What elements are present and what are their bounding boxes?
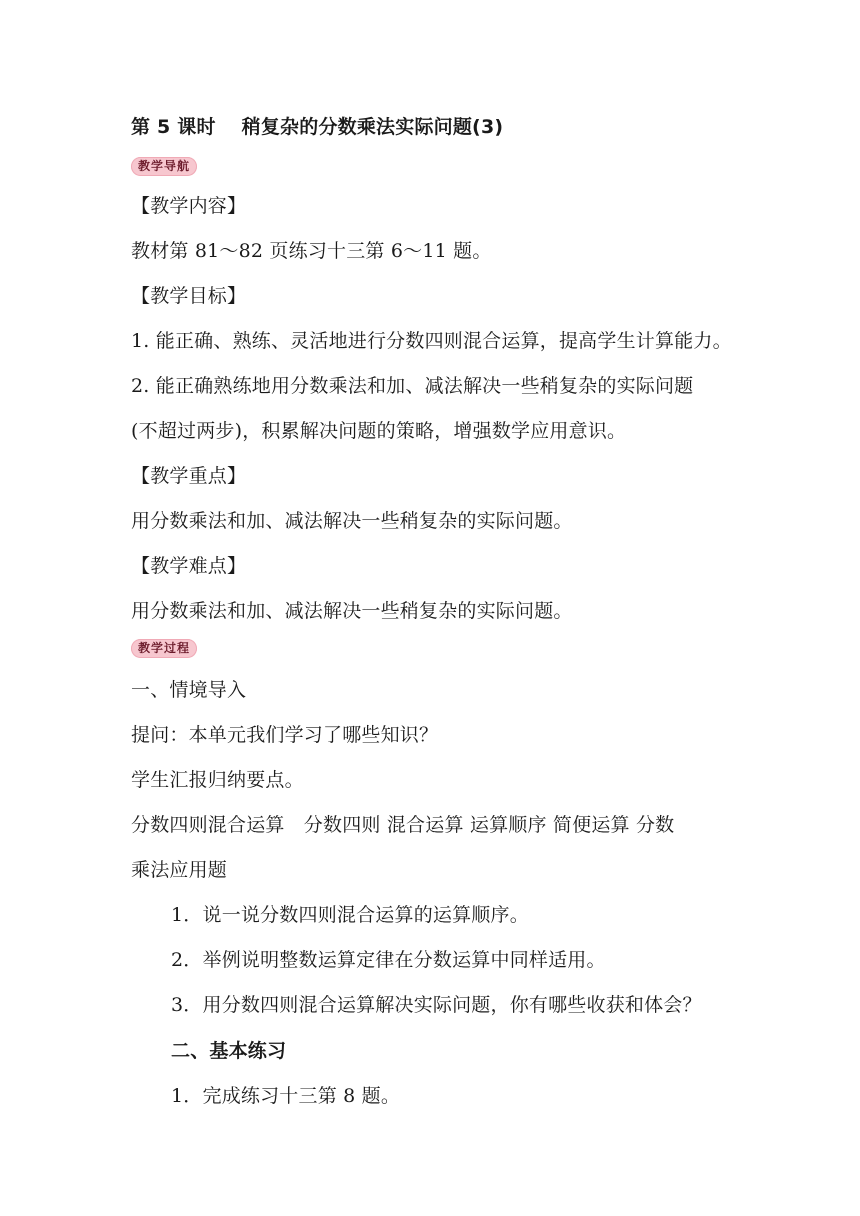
teaching-guide-badge: 教学导航 — [131, 157, 197, 176]
section1-report: 学生汇报归纳要点。 — [131, 769, 304, 791]
section2-item-1: 1．完成练习十三第 8 题。 — [171, 1085, 401, 1107]
content-heading: 【教学内容】 — [131, 195, 247, 217]
lesson-number: 第 5 课时 — [131, 116, 216, 138]
content-text: 教材第 81～82 页练习十三第 6～11 题。 — [131, 240, 492, 262]
lesson-topic: 稍复杂的分数乘法实际问题(3) — [241, 116, 504, 138]
section1-item-3: 3．用分数四则混合运算解决实际问题，你有哪些收获和体会？ — [171, 994, 702, 1016]
lesson-title — [131, 114, 503, 140]
section1-summary-line-2: 乘法应用题 — [131, 859, 228, 881]
key-point-heading: 【教学重点】 — [131, 465, 247, 487]
goal-item-2-line-1: 2. 能正确熟练地用分数乘法和加、减法解决一些稍复杂的实际问题 — [131, 375, 694, 397]
goal-item-1: 1. 能正确、熟练、灵活地进行分数四则混合运算，提高学生计算能力。 — [131, 330, 732, 352]
section1-question: 提问：本单元我们学习了哪些知识？ — [131, 724, 439, 746]
section1-heading: 一、情境导入 — [131, 679, 247, 701]
section1-item-1: 1．说一说分数四则混合运算的运算顺序。 — [171, 904, 529, 926]
section1-item-2: 2．举例说明整数运算定律在分数运算中同样适用。 — [171, 949, 606, 971]
teaching-process-badge: 教学过程 — [131, 639, 197, 658]
section2-heading: 二、基本练习 — [171, 1040, 287, 1062]
goals-heading: 【教学目标】 — [131, 285, 247, 307]
difficulty-text: 用分数乘法和加、减法解决一些稍复杂的实际问题。 — [131, 600, 573, 622]
goal-item-2-line-2: (不超过两步)，积累解决问题的策略，增强数学应用意识。 — [131, 420, 627, 442]
key-point-text: 用分数乘法和加、减法解决一些稍复杂的实际问题。 — [131, 510, 573, 532]
section1-summary-line-1: 分数四则混合运算 分数四则 混合运算 运算顺序 简便运算 分数 — [131, 814, 675, 836]
difficulty-heading: 【教学难点】 — [131, 555, 247, 577]
